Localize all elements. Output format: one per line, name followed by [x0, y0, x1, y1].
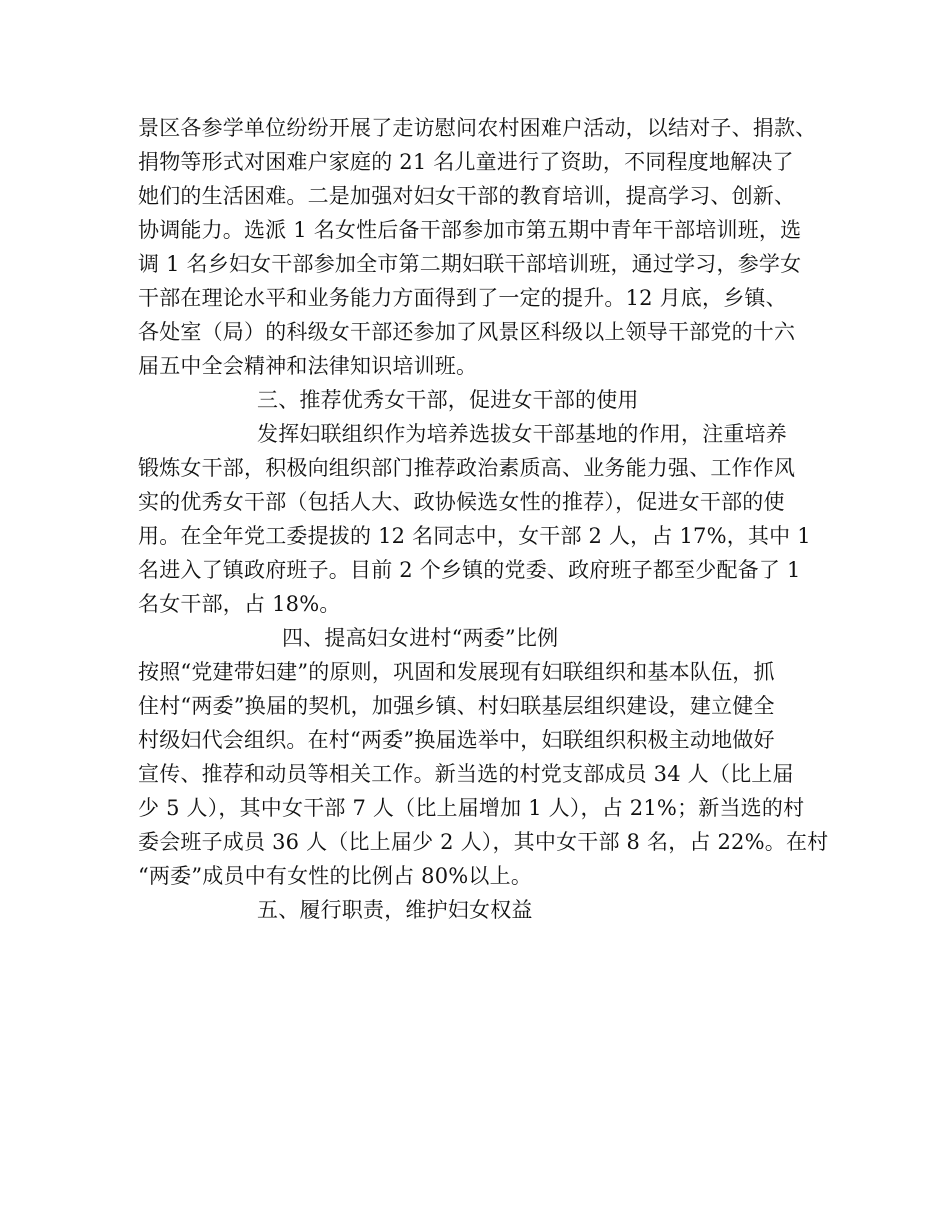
body-text-line: 锻炼女干部，积极向组织部门推荐政治素质高、业务能力强、工作作风: [138, 456, 796, 480]
body-text-line: 用。在全年党工委提拔的 12 名同志中，女干部 2 人，占 17%，其中 1: [138, 524, 811, 548]
body-text-line: 名进入了镇政府班子。目前 2 个乡镇的党委、政府班子都至少配备了 1: [138, 558, 801, 582]
paragraph-first-line: 发挥妇联组织作为培养选拔女干部基地的作用，注重培养: [257, 422, 787, 446]
section-heading-3: 三、推荐优秀女干部，促进女干部的使用: [257, 388, 639, 412]
body-text-line: 村级妇代会组织。在村“两委”换届选举中，妇联组织积极主动地做好: [138, 728, 775, 752]
body-text-line: 调 1 名乡妇女干部参加全市第二期妇联干部培训班，通过学习，参学女: [138, 252, 802, 276]
body-text-line: 景区各参学单位纷纷开展了走访慰问农村困难户活动，以结对子、捐款、: [138, 116, 817, 140]
body-text-line: 宣传、推荐和动员等相关工作。新当选的村党支部成员 34 人（比上届: [138, 762, 794, 786]
body-text-line: 捐物等形式对困难户家庭的 21 名儿童进行了资助，不同程度地解决了: [138, 150, 794, 174]
body-text-line: 委会班子成员 36 人（比上届少 2 人），其中女干部 8 名，占 22%。在村: [138, 830, 829, 854]
body-text-line: 各处室（局）的科级女干部还参加了风景区科级以上领导干部党的十六: [138, 320, 796, 344]
section-heading-4: 四、提高妇女进村“两委”比例: [282, 626, 559, 650]
body-text-line: 少 5 人），其中女干部 7 人（比上届增加 1 人），占 21%；新当选的村: [138, 796, 805, 820]
body-text-line: 干部在理论水平和业务能力方面得到了一定的提升。12 月底，乡镇、: [138, 286, 787, 310]
section-heading-5: 五、履行职责，维护妇女权益: [257, 898, 533, 922]
body-text-line: 住村“两委”换届的契机，加强乡镇、村妇联基层组织建设，建立健全: [138, 694, 775, 718]
body-text-line: 按照“党建带妇建”的原则，巩固和发展现有妇联组织和基本队伍，抓: [138, 660, 775, 684]
body-text-line: 名女干部，占 18%。: [138, 592, 341, 616]
body-text-line: 届五中全会精神和法律知识培训班。: [138, 354, 478, 378]
body-text-line: 实的优秀女干部（包括人大、政协候选女性的推荐），促进女干部的使: [138, 490, 785, 514]
body-text-line: 她们的生活困难。二是加强对妇女干部的教育培训，提高学习、创新、: [138, 184, 796, 208]
body-text-line: “两委”成员中有女性的比例占 80%以上。: [138, 864, 533, 888]
body-text-line: 协调能力。选派 1 名女性后备干部参加市第五期中青年干部培训班，选: [138, 218, 802, 242]
